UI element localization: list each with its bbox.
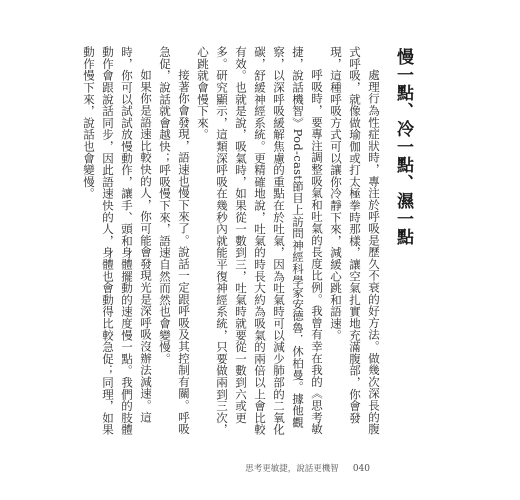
page-number: 040 — [352, 464, 370, 474]
paragraph: 呼吸時，要專注調整吸氣和吐氣的長度比例。我曾有幸在我的《思考敏捷，說話機智》Pod-cast節目上訪問神經科學家安德魯．休柏曼。據他觀察，以深呼吸緩解焦慮的重點在於吐氣，因為吐氣時可以減少肺部的二氧化碳，舒緩神經系統。更精確地說，吐氣的時長大約為吸氣的兩倍以上會比較有效。也就是說，吸氣時，如果從一數到三，吐氣時就要從一數到六或更多。研究顯示，這類深呼吸在幾秒內就能平復神經系統，只要做兩到三次，心跳就會慢下來。 — [196, 46, 324, 436]
paragraph: 接著你會發現，語速也慢下來了。說話一定跟呼吸及其控制有關。呼吸急促，說話就會越快；呼吸慢下來，語速自然而然也會變慢。 — [158, 46, 191, 435]
page-footer — [245, 462, 370, 474]
paragraph: 處理行為性症狀時，專注於呼吸是歷久不衰的好方法。做幾次深長的腹式呼吸，就像做瑜伽或打太極拳時那樣，讓空氣扎實地充滿腹部，你會發現，這種呼吸方式可以讓你冷靜下來，減緩心跳和語速。 — [329, 46, 381, 435]
running-title: 思考更敏捷，說話更機智 — [245, 464, 339, 474]
paragraph: 如果你是語速比較快的人，你可能會發現光是深呼吸沒辦法減速。這時，你可以試試放慢動作，讓手、頭和身體擺動的速度慢一點。我們的肢體動作會跟說話同步，因此語速快的人，身體也會動得比較急促；同理，如果動作慢下來，說話也會變慢。 — [82, 46, 153, 436]
body-text — [63, 46, 383, 446]
section-heading: 慢一點、冷一點、濕一點 — [393, 48, 413, 246]
